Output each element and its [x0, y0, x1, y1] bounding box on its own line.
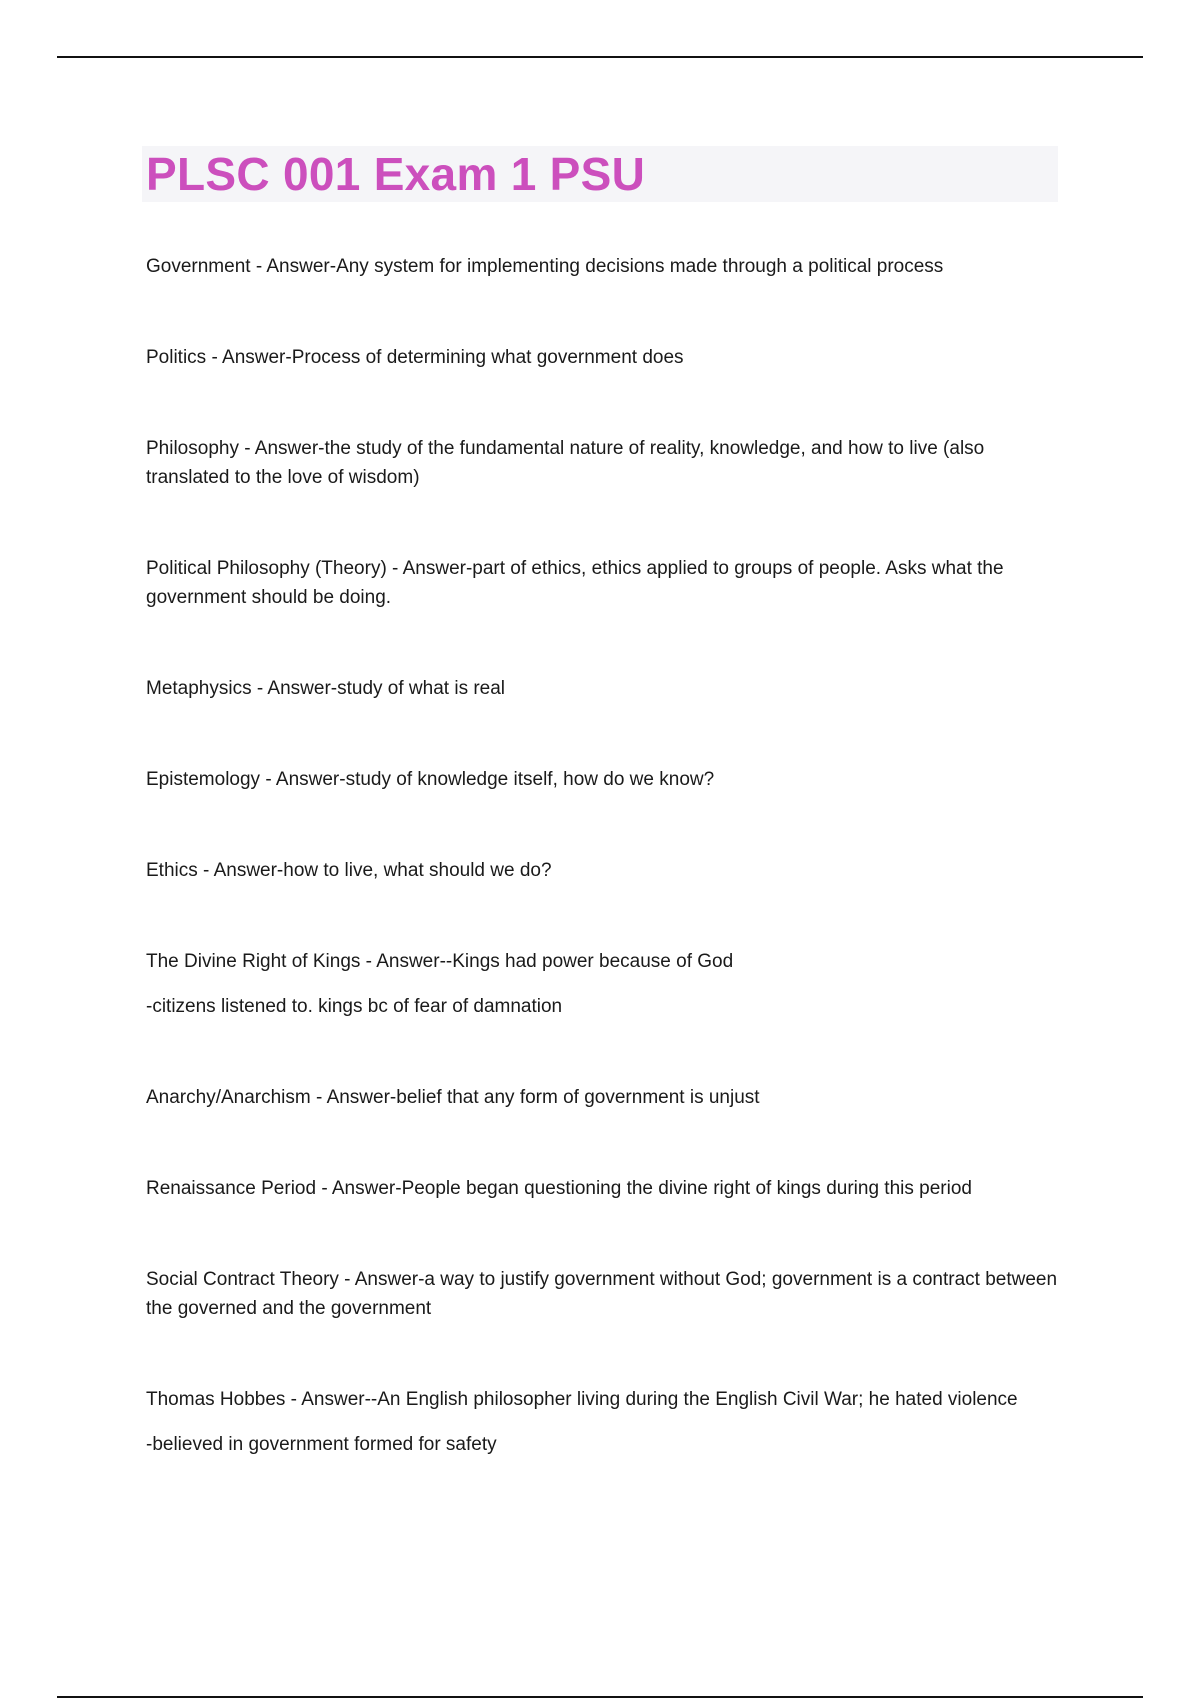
entry-text: Ethics - Answer-how to live, what should we do? [146, 860, 552, 881]
flashcard-entry-politics [146, 343, 1058, 372]
entry-text: Government - Answer-Any system for implementing decisions made through a political process [146, 256, 944, 277]
entry-text: Renaissance Period - Answer-People began questioning the divine right of kings during this period [146, 1178, 972, 1199]
entry-note: -believed in government formed for safety [146, 1434, 497, 1455]
flashcard-entry-government [146, 252, 1058, 281]
header-rule [57, 56, 1143, 58]
entry-text: The Divine Right of Kings - Answer--Kings had power because of God [146, 951, 734, 972]
entry-text: Thomas Hobbes - Answer--An English philosopher living during the English Civil War; he hated violence [146, 1389, 1018, 1410]
title-band [142, 146, 1058, 202]
entry-text: Politics - Answer-Process of determining what government does [146, 347, 684, 368]
entry-text: Philosophy - Answer-the study of the fundamental nature of reality, knowledge, and how to live (also translated to the love of wisdom) [146, 438, 985, 488]
flashcard-entry-philosophy [146, 434, 1058, 492]
entry-text: Social Contract Theory - Answer-a way to justify government without God; government is a contract between the governed and the government [146, 1269, 1058, 1319]
entry-text: Epistemology - Answer-study of knowledge itself, how do we know? [146, 769, 715, 790]
flashcard-entry-social-contract [146, 1265, 1058, 1323]
flashcard-entry-divine-right [146, 947, 1058, 1021]
entry-text: Political Philosophy (Theory) - Answer-part of ethics, ethics applied to groups of people. Asks what the government should be doing. [146, 558, 1004, 608]
entry-text: Anarchy/Anarchism - Answer-belief that any form of government is unjust [146, 1087, 760, 1108]
document-page [142, 146, 1058, 1521]
flashcard-entry-renaissance [146, 1174, 1058, 1203]
flashcard-entry-thomas-hobbes [146, 1385, 1058, 1459]
flashcard-entry-ethics [146, 856, 1058, 885]
document-title: PLSC 001 Exam 1 PSU [146, 148, 646, 200]
flashcard-entry-metaphysics [146, 674, 1058, 703]
flashcard-entry-epistemology [146, 765, 1058, 794]
flashcard-entry-political-philosophy [146, 554, 1058, 612]
flashcard-entry-anarchy [146, 1083, 1058, 1112]
entry-note: -citizens listened to. kings bc of fear of damnation [146, 996, 563, 1017]
entry-text: Metaphysics - Answer-study of what is real [146, 678, 506, 699]
flashcard-list [142, 252, 1058, 1459]
footer-rule [57, 1696, 1143, 1698]
